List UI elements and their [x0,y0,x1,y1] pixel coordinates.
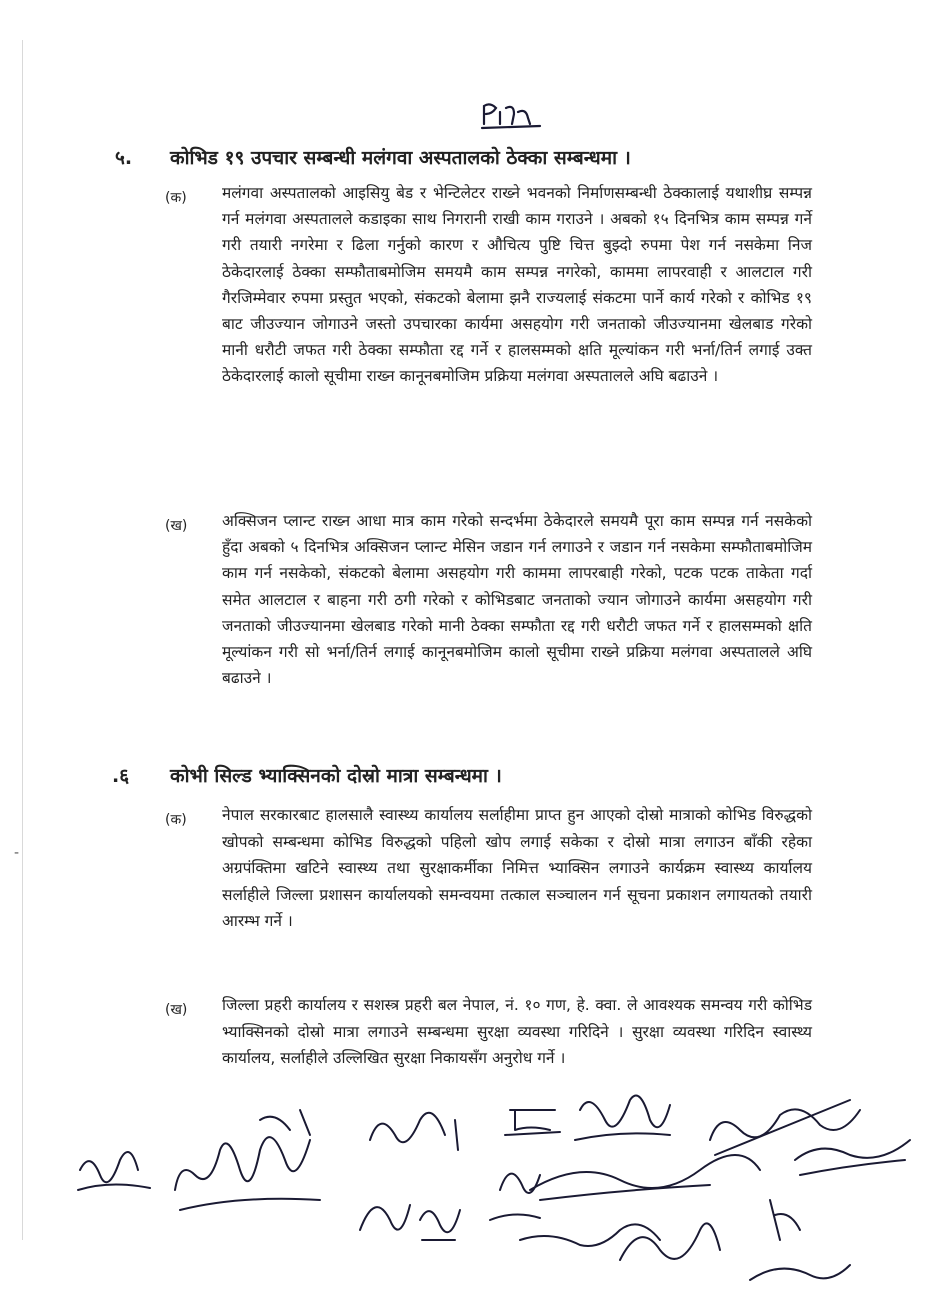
section-5-item-ka-text: मलंगवा अस्पतालको आइसियु बेड र भेन्टिलेटर राख्ने भवनको निर्माणसम्बन्धी ठेक्कालाई यथाशीघ्र सम्पन्न गर्न मलंगवा अस्पतालले कडाइका साथ निगरानी राखी काम गराउने । अबको १५ दिनभित्र काम सम्पन्न गर्ने गरी तयारी नगरेमा र ढिला गर्नुको कारण र औचित्य पुष्टि चित्त बुझ्दो रुपमा पेश गर्न नसकेमा निज ठेकेदारलाई ठेक्का सम्फौताबमोजिम समयमै काम सम्पन्न नगरेको, काममा लापरवाही र आलटाल गरी गैरजिम्मेवार रुपमा प्रस्तुत भएको, संकटको बेलामा झनै राज्यलाई संकटमा पार्ने कार्य गरेको र कोभिड १९ बाट जीउज्यान जोगाउने जस्तो उपचारका कार्यमा असहयोग गरी जनताको जीउज्यानमा खेलबाड गरेको मानी धरौटी जफत गरी ठेक्का सम्फौता रद्द गर्ने र हालसम्मको क्षति मूल्यांकन गरी भर्ना/तिर्न लगाई उक्त ठेकेदारलाई कालो सूचीमा राख्न कानूनबमोजिम प्रक्रिया मलंगवा अस्पतालले अघि बढाउने । [222,184,812,386]
scan-mark: - [14,845,20,861]
section-6-item-kha-label: (ख) [165,1002,188,1018]
section-6-item-ka-label: (क) [165,812,187,828]
initials-mark [478,98,548,134]
scan-edge-line [22,40,23,1240]
section-5-item-kha-label: (ख) [165,518,188,534]
section-5-title: कोभिड १९ उपचार सम्बन्धी मलंगवा अस्पतालको ठेक्का सम्बन्धमा । [170,147,631,169]
signatures [60,1080,920,1290]
section-5-item-kha-text: अक्सिजन प्लान्ट राख्न आधा मात्र काम गरेको सन्दर्भमा ठेकेदारले समयमै पूरा काम सम्पन्न गर्न नसकेको हुँदा अबको ५ दिनभित्र अक्सिजन प्लान्ट मेसिन जडान गर्न लगाउने र जडान गर्न नसकेमा सम्फौताबमोजिम काम गर्न नसकेको, संकटको बेलामा असहयोग गरी काममा लापरबाही गरेको, पटक पटक ताकेता गर्दा समेत आलटाल र बाहना गरी ठगी गरेको र कोभिडबाट जनताको ज्यान जोगाउने कार्यमा असहयोग गरी जनताको जीउज्यानमा खेलबाड गरेको मानी ठेक्का सम्फौता रद्द गरी धरौटी जफत गर्ने र हालसम्मको क्षति मूल्यांकन गरी सो भर्ना/तिर्न लगाई कानूनबमोजिम कालो सूचीमा राख्ने प्रक्रिया मलंगवा अस्पतालले अघि बढाउने । [222,512,812,688]
section-5-item-ka-label: (क) [165,190,187,206]
section-6-item-ka-text: नेपाल सरकारबाट हालसालै स्वास्थ्य कार्यालय सर्लाहीमा प्राप्त हुन आएको दोस्रो मात्राको कोभिड विरुद्धको खोपको सम्बन्धमा कोभिड विरुद्धको पहिलो खोप लगाई सकेका र दोस्रो मात्रा लगाउन बाँकी रहेका अग्रपंक्तिमा खटिने स्वास्थ्य तथा सुरक्षाकर्मीका निमित्त भ्याक्सिन लगाउने कार्यक्रम स्वास्थ्य कार्यालय सर्लाहीले जिल्ला प्रशासन कार्यालयको समन्वयमा तत्काल सञ्चालन गर्न सूचना प्रकाशन लगायतको तयारी आरम्भ गर्ने । [222,806,812,930]
section-6-item-kha-text: जिल्ला प्रहरी कार्यालय र सशस्त्र प्रहरी बल नेपाल, नं. १० गण, हे. क्वा. ले आवश्यक समन्वय गरी कोभिड भ्याक्सिनको दोस्रो मात्रा लगाउने सम्बन्धमा सुरक्षा व्यवस्था गरिदिने । सुरक्षा व्यवस्था गरिदिन स्वास्थ्य कार्यालय, सर्लाहीले उल्लिखित सुरक्षा निकायसँग अनुरोध गर्ने । [222,996,812,1067]
section-6-number: .६ [112,765,130,787]
section-5-number: ५. [115,147,133,169]
section-6-title: कोभी सिल्ड भ्याक्सिनको दोस्रो मात्रा सम्बन्धमा । [170,765,502,787]
